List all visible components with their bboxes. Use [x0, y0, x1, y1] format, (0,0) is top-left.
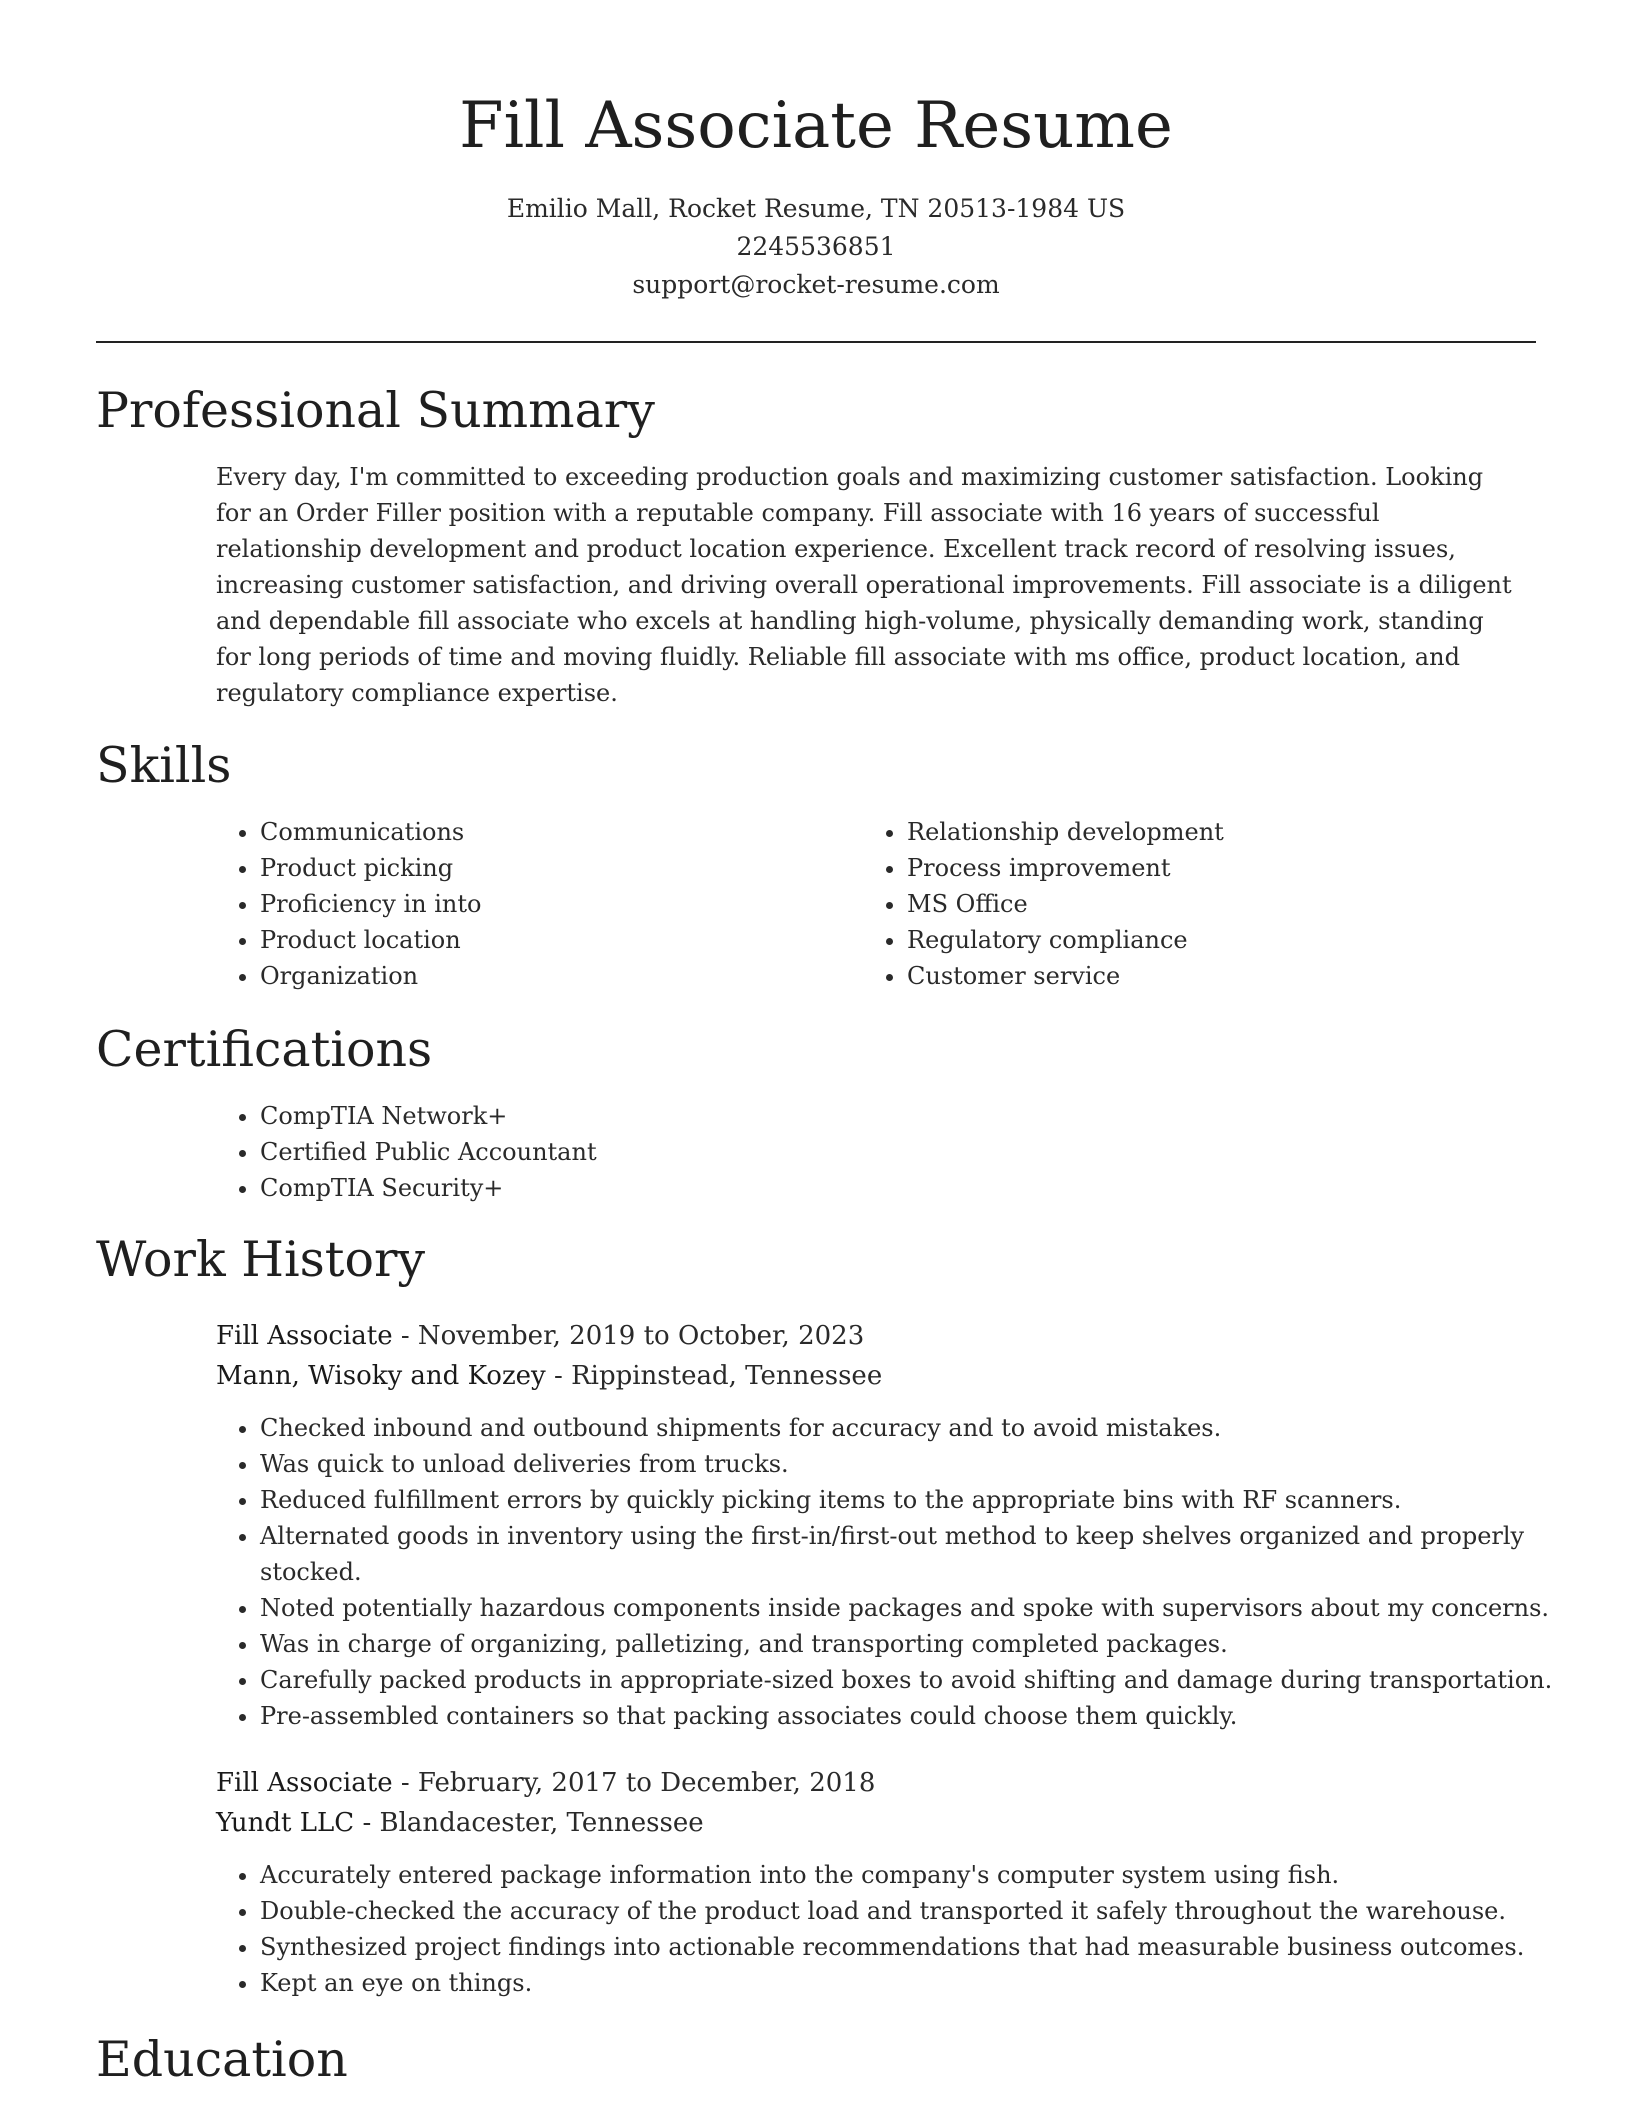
job-title: Fill Associate	[216, 1768, 393, 1798]
section-title-work-history: Work History	[96, 1231, 426, 1288]
job-bullets	[216, 1410, 1580, 1734]
job-company: Yundt LLC	[216, 1808, 355, 1838]
list-item: • CompTIA Security+	[260, 1170, 1460, 1206]
job-dates: - February, 2017 to December, 2018	[392, 1768, 876, 1798]
job-bullets	[216, 1857, 1580, 2001]
contact-phone: 2245536851	[736, 232, 896, 261]
list-item: • Process improvement	[907, 850, 1547, 886]
list-item: • Noted potentially hazardous components inside packages and spoke with supervisors about my concerns.	[260, 1590, 1580, 1626]
section-title-education: Education	[96, 2031, 348, 2088]
list-item: • Carefully packed products in appropriate-sized boxes to avoid shifting and damage during transportation.	[260, 1662, 1580, 1698]
section-title-summary: Professional Summary	[96, 382, 655, 439]
job-dates: - November, 2019 to October, 2023	[392, 1321, 865, 1351]
job-employer	[216, 1356, 882, 1396]
skills-list-right	[863, 814, 1547, 994]
job-location: - Blandacester, Tennessee	[354, 1808, 704, 1838]
resume-title: Fill Associate Resume	[459, 89, 1173, 163]
job-heading	[216, 1763, 875, 1803]
list-item: • Organization	[260, 958, 820, 994]
list-item: • Reduced fulfillment errors by quickly picking items to the appropriate bins with RF scanners.	[260, 1482, 1580, 1518]
section-title-skills: Skills	[96, 737, 232, 794]
job-location: - Rippinstead, Tennessee	[545, 1361, 883, 1391]
job-company: Mann, Wisoky and Kozey	[216, 1361, 546, 1391]
list-item: • Was quick to unload deliveries from trucks.	[260, 1446, 1580, 1482]
skills-list-left	[216, 814, 820, 994]
list-item: • Customer service	[907, 958, 1547, 994]
contact-email: support@rocket-resume.com	[632, 270, 1000, 299]
summary-text: Every day, I'm committed to exceeding production goals and maximizing customer satisfaction. Looking for an Order Filler position with a reputable company. Fill associate with 16 years of successful relationship development and product location experience. Excellent track record of resolving issues, increasing customer satisfaction, and driving overall operational improvements. Fill associate is a diligent and dependable fill associate who excels at handling high-volume, physically demanding work, standing for long periods of time and moving fluidly. Reliable fill associate with ms office, product location, and regulatory compliance expertise.	[216, 463, 1512, 707]
list-item: • CompTIA Network+	[260, 1098, 1460, 1134]
list-item: • Product location	[260, 922, 820, 958]
list-item: • Alternated goods in inventory using the first-in/first-out method to keep shelves organized and properly stocked.	[260, 1518, 1580, 1590]
certifications-list	[216, 1098, 1460, 1206]
list-item: • Pre-assembled containers so that packing associates could choose them quickly.	[260, 1698, 1580, 1734]
job-title: Fill Associate	[216, 1321, 393, 1351]
list-item: • Proficiency in into	[260, 886, 820, 922]
contact-address: Emilio Mall, Rocket Resume, TN 20513-1984 US	[506, 194, 1126, 223]
list-item: • MS Office	[907, 886, 1547, 922]
list-item: • Relationship development	[907, 814, 1547, 850]
list-item: • Communications	[260, 814, 820, 850]
job-employer	[216, 1803, 704, 1843]
header-divider	[96, 341, 1536, 343]
list-item: • Certified Public Accountant	[260, 1134, 1460, 1170]
job-heading	[216, 1316, 864, 1356]
list-item: • Accurately entered package information into the company's computer system using fish.	[260, 1857, 1580, 1893]
list-item: • Product picking	[260, 850, 820, 886]
list-item: • Kept an eye on things.	[260, 1965, 1580, 2001]
list-item: • Regulatory compliance	[907, 922, 1547, 958]
list-item: • Double-checked the accuracy of the product load and transported it safely throughout the warehouse.	[260, 1893, 1580, 1929]
list-item: • Checked inbound and outbound shipments for accuracy and to avoid mistakes.	[260, 1410, 1580, 1446]
list-item: • Was in charge of organizing, palletizing, and transporting completed packages.	[260, 1626, 1580, 1662]
list-item: • Synthesized project findings into actionable recommendations that had measurable business outcomes.	[260, 1929, 1580, 1965]
section-title-certifications: Certifications	[96, 1021, 433, 1078]
